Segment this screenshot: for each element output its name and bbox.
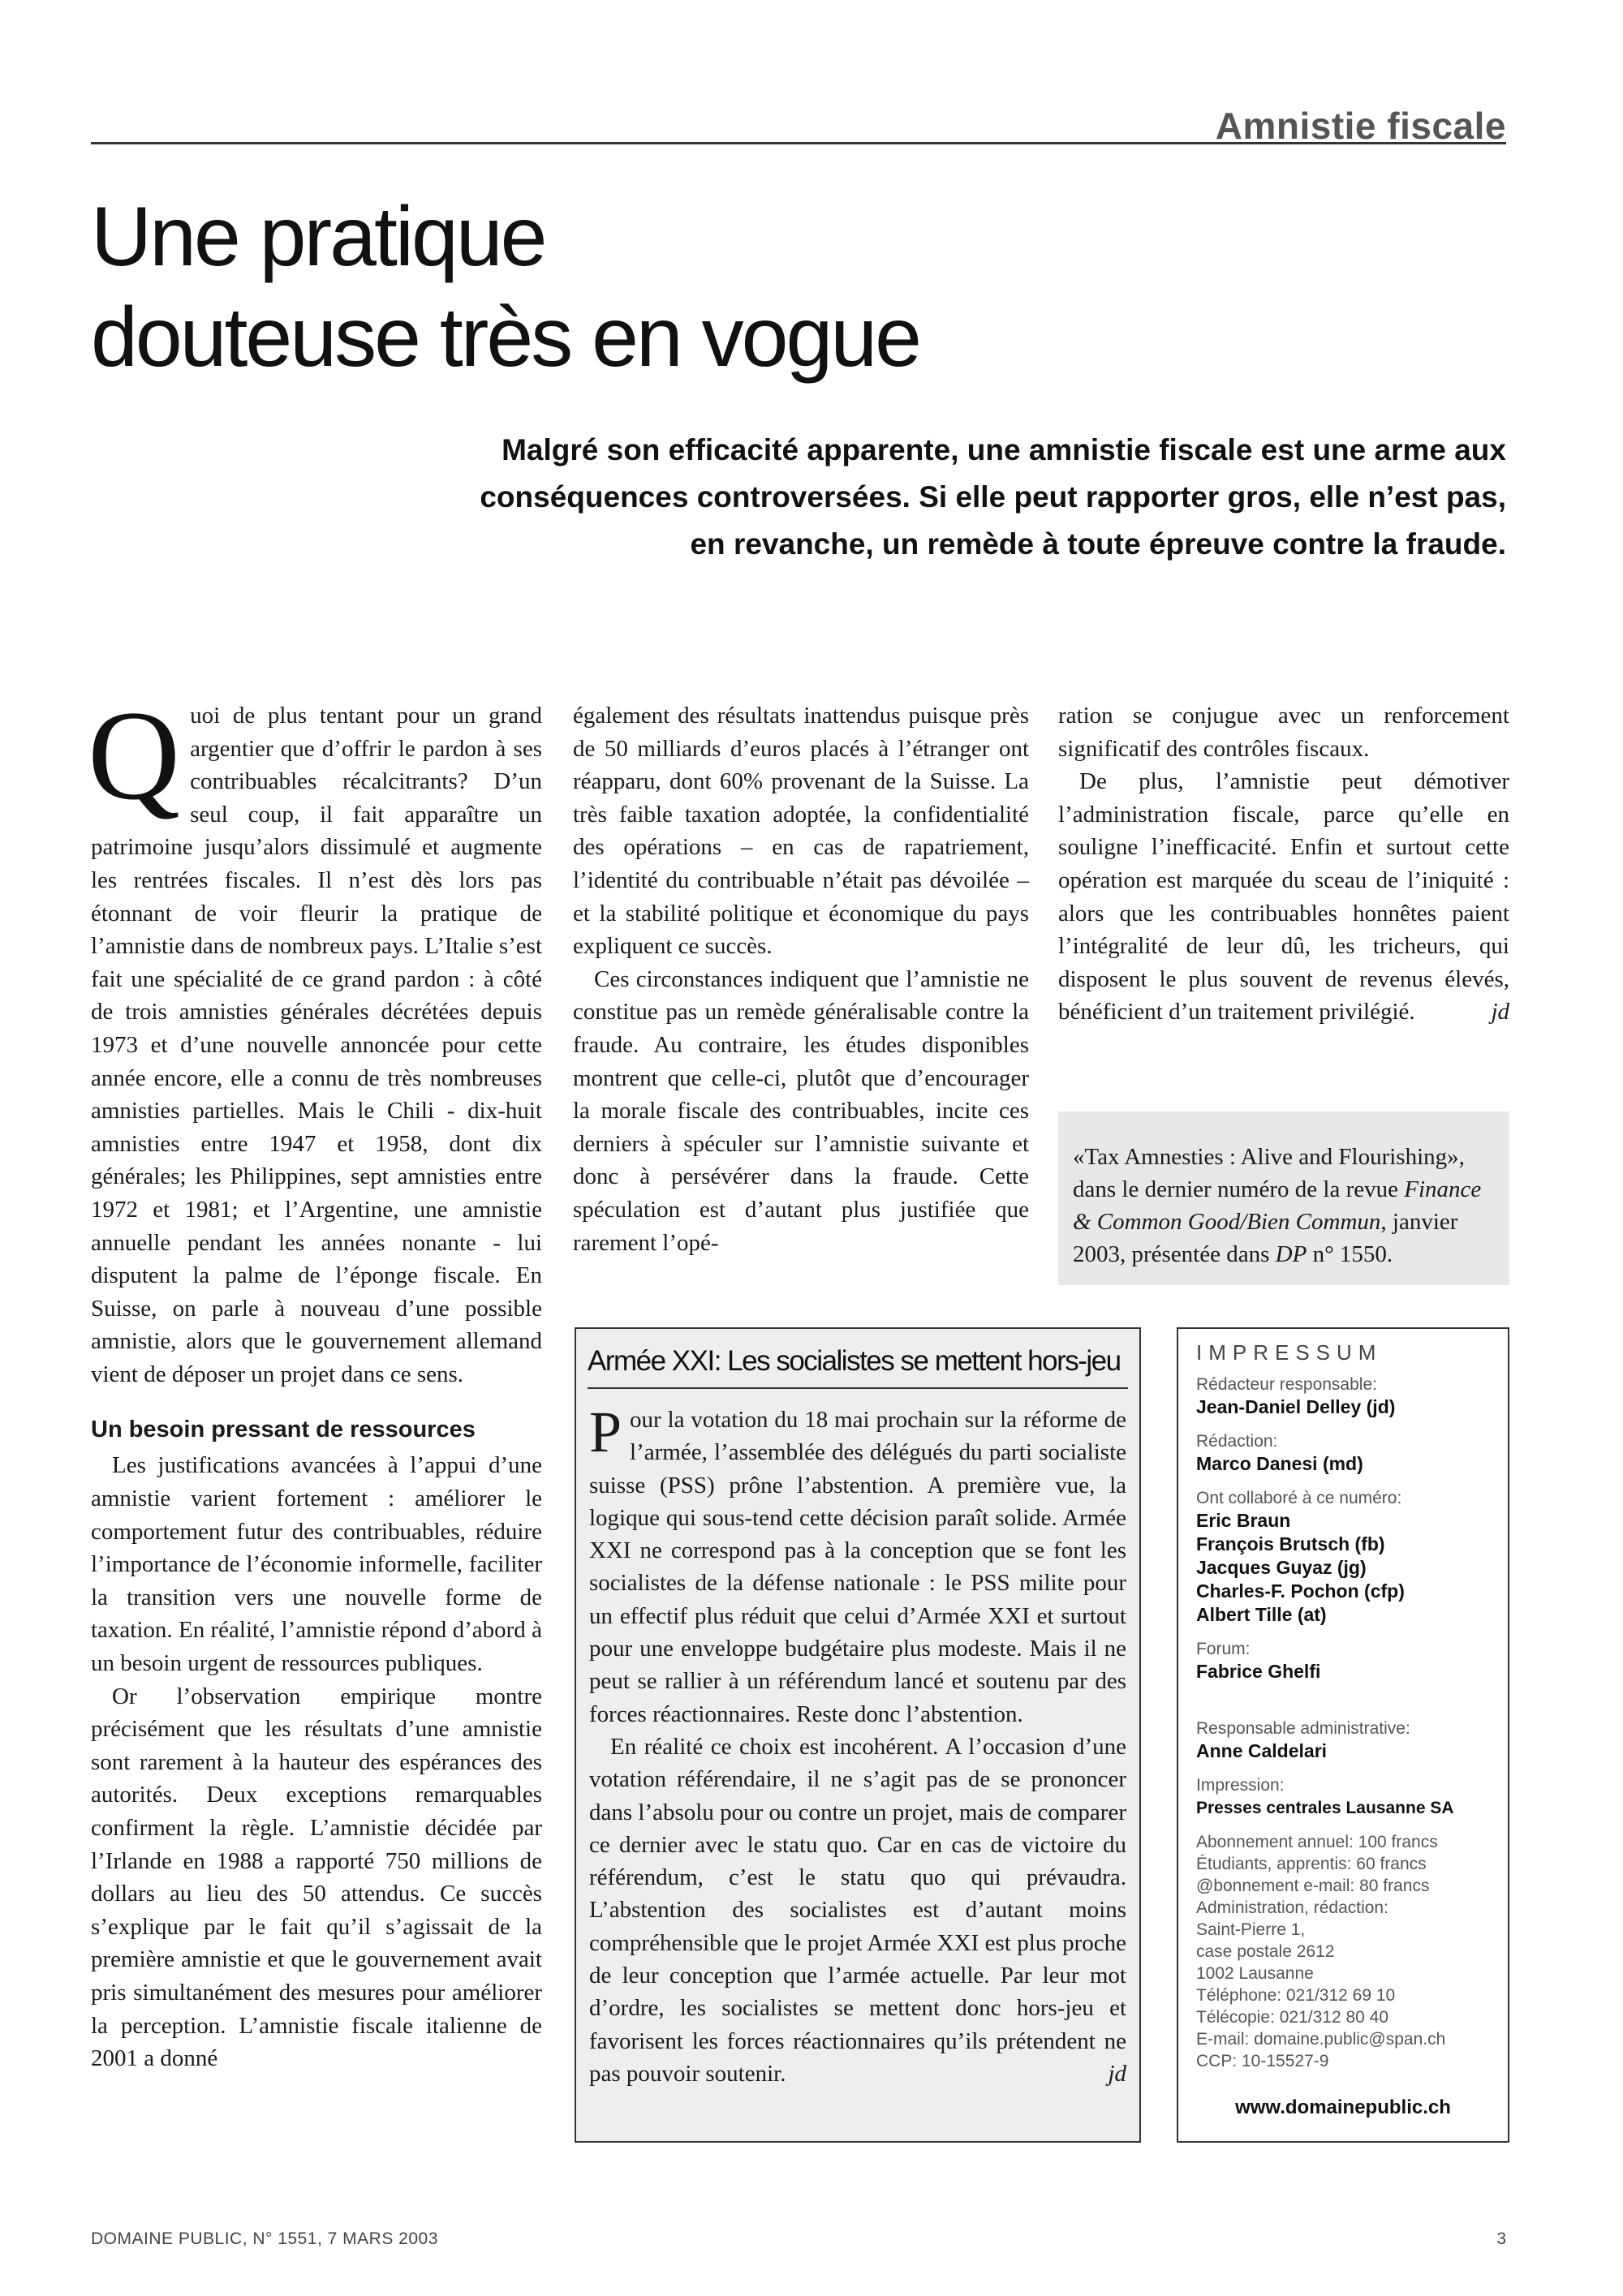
impressum-label: Rédacteur responsable: (1196, 1375, 1377, 1394)
header-rule (91, 142, 1506, 144)
impressum-info: Administration, rédaction: (1196, 1898, 1388, 1917)
impressum-info: 1002 Lausanne (1196, 1964, 1314, 1983)
note-publication: DP (1275, 1241, 1307, 1267)
box-title: Armée XXI: Les socialistes se mettent hors-jeu (588, 1345, 1121, 1377)
paragraph-text: En réalité ce choix est incohérent. A l’occasion d’une votation référendaire, il ne s’agit pas de se prononcer dans l’absolu pour ou contre un projet, mais de comparer ce dernier avec le statu quo. Car en cas de victoire du référendum, c’est le statu quo qui prévaudra. L’abstention des socialistes est d’autant moins compréhensible que le projet Armée XXI est plus proche de leur conception que l’armée actuelle. Par leur mot d’ordre, les socialistes se mettent donc hors-jeu et favorisent les forces réactionnaires qu’ils prétendent ne pas pouvoir soutenir. (589, 1733, 1126, 2087)
impressum-name: Albert Tille (at) (1196, 1604, 1327, 1625)
article-paragraph: Or l’observation empirique montre précisément que les résultats d’une amnistie sont rarement à la hauteur des espérances des autorités. Deux exceptions remarquables confirment la règle. L’amnistie décidée par l’Irlande en 1988 a rapporté 750 millions de dollars au lieu des 50 attendus. Ce succès s’explique par le fait qu’il s’agissait de la première amnistie et que le gouvernement avait pris simultanément des mesures pour améliorer la perception. L’amnistie fiscale italienne de 2001 a donné (91, 1683, 542, 2072)
note-text: n° 1550. (1307, 1241, 1393, 1267)
impressum-label: Impression: (1196, 1776, 1285, 1795)
box-paragraph (589, 1731, 1126, 2090)
title-line-2: douteuse très en vogue (91, 290, 920, 385)
impressum-name: Charles-F. Pochon (cfp) (1196, 1580, 1405, 1602)
author-signature: jd (1491, 999, 1509, 1025)
impressum-name: Jacques Guyaz (jg) (1196, 1557, 1367, 1578)
article-paragraph: ration se conjugue avec un renforcement significatif des contrôles fiscaux. (1058, 703, 1509, 762)
impressum-label: Forum: (1196, 1640, 1251, 1658)
box-title-rule (588, 1387, 1128, 1389)
impressum-name: Jean-Daniel Delley (jd) (1196, 1396, 1396, 1417)
impressum-box (1177, 1327, 1509, 2143)
impressum-name: Eric Braun (1196, 1510, 1291, 1531)
note-text: , janvier 2003, présentée dans (1073, 1209, 1458, 1267)
page-number: 3 (1496, 2229, 1506, 2248)
impressum-name: Anne Caldelari (1196, 1740, 1328, 1761)
impressum-heading: IMPRESSUM (1196, 1340, 1383, 1365)
note-text: «Tax Amnesties : Alive and Flourishing», dans le dernier numéro de la revue (1073, 1144, 1465, 1202)
paragraph-text: De plus, l’amnistie peut démotiver l’administration fiscale, parce qu’elle en souligne l’inefficacité. Enfin et surtout cette opération est marquée du sceau de l’iniquité : alors que les contribuables honnêtes paient l’intégralité de leur dû, les tricheurs, qui disposent le plus souvent de revenus élevés, bénéficient d’un traitement privilégié. (1058, 768, 1509, 1025)
box-paragraph (589, 1400, 1126, 1731)
footer-publication: DOMAINE PUBLIC, N° 1551, 7 MARS 2003 (91, 2229, 438, 2248)
title-line-1: Une pratique (91, 190, 545, 284)
impressum-name: Fabrice Ghelfi (1196, 1661, 1321, 1682)
impressum-info: Abonnement annuel: 100 francs (1196, 1833, 1438, 1851)
impressum-name: Presses centrales Lausanne SA (1196, 1799, 1454, 1817)
impressum-name: François Brutsch (fb) (1196, 1533, 1385, 1554)
article-paragraph: Les justifications avancées à l’appui d’une amnistie varient fortement : améliorer le comportement futur des contribuables, réduire l’importance de l’économie informelle, faciliter la transition vers une nouvelle forme de taxation. En réalité, l’amnistie répond d’abord à un besoin urgent de ressources publiques. (91, 1452, 542, 1677)
impressum-name: Marco Danesi (md) (1196, 1453, 1363, 1474)
article-paragraph: Ces circonstances indiquent que l’amnistie ne constitue pas un remède généralisable contre la fraude. Au contraire, les études disponibles montrent que celle-ci, plutôt que d’encourager la morale fiscale des contribuables, incite ces derniers à spéculer sur l’amnistie suivante et donc à persévérer dans la fraude. Cette spéculation est d’autant plus justifiée que rarement l’opé- (573, 965, 1029, 1256)
impressum-info: CCP: 10-15527-9 (1196, 2052, 1329, 2070)
paragraph-text: our la votation du 18 mai prochain sur la réforme de l’armée, l’assemblée des délégués du parti socialiste suisse (PSS) prône l’abstention. A première vue, la logique qui sous-tend cette décision paraît solide. Armée XXI ne correspond pas à la conception que se font les socialistes de la défense nationale : le PSS milite pour un effectif plus réduit que celui d’Armée XXI et surtout pour une enveloppe budgétaire plus modeste. Mais il ne peut se rallier à un référendum lancé et soutenu par des forces réactionnaires. Reste donc l’abstention. (589, 1407, 1126, 1727)
impressum-info: E-mail: domaine.public@span.ch (1196, 2030, 1446, 2049)
section-rubric: Amnistie fiscale (1215, 105, 1506, 147)
impressum-label: Ont collaboré à ce numéro: (1196, 1489, 1402, 1507)
paragraph-text: uoi de plus tentant pour un grand argentier que d’offrir le pardon à ses contribuables récalcitrants? D’un seul coup, il fait apparaître un patrimoine jusqu’alors dissimulé et augmente les rentrées fiscales. Il n’est dès lors pas étonnant de voir fleurir la pratique de l’amnistie dans de nombreux pays. L’Italie s’est fait une spécialité de ce grand pardon : à côté de trois amnisties générales décrétées depuis 1973 et d’une nouvelle annoncée pour cette année encore, elle a connu de très nombreuses amnisties partielles. Mais le Chili - dix-huit amnisties entre 1947 et 1958, dont dix générales; les Philippines, sept amnisties entre 1972 et 1981; et l’Argentine, une amnistie annuelle pendant les années nonante - lui disputent la palme de l’éponge fiscale. En Suisse, on parle à nouveau d’une possible amnistie, alors que le gouvernement allemand vient de déposer un projet dans ce sens. (91, 703, 542, 1387)
box-body (589, 1400, 1126, 2090)
impressum-info: Téléphone: 021/312 69 10 (1196, 1986, 1396, 2005)
sidebar-article-box (575, 1327, 1141, 2143)
note-journal: Finance & Common Good/Bien Commun (1073, 1176, 1482, 1235)
article-paragraph: également des résultats inattendus puisque près de 50 milliards d’euros placés à l’étranger ont réapparu, dont 60% provenant de la Suisse. La très faible taxation adoptée, la confidentialité des opérations – en cas de rapatriement, l’identité du contribuable n’était pas dévoilée – et la stabilité politique et économique du pays expliquent ce succès. (573, 703, 1029, 960)
website-link[interactable]: www.domainepublic.ch (1235, 2096, 1451, 2118)
drop-cap: P (589, 1400, 622, 1464)
impressum-info: @bonnement e-mail: 80 francs (1196, 1877, 1430, 1895)
reference-note (1058, 1111, 1509, 1285)
article-column-2 (573, 699, 1029, 1259)
article-column-1 (88, 685, 542, 2075)
page-title (91, 187, 1470, 388)
article-paragraph (1058, 765, 1509, 1029)
impressum-info: Étudiants, apprentis: 60 francs (1196, 1855, 1427, 1873)
article-paragraph (88, 685, 542, 1391)
impressum-info: case postale 2612 (1196, 1942, 1335, 1961)
impressum-label: Rédaction: (1196, 1432, 1278, 1451)
impressum-label: Responsable administrative: (1196, 1719, 1410, 1738)
author-signature: jd (1108, 2060, 1126, 2087)
impressum-info: Télécopie: 021/312 80 40 (1196, 2008, 1389, 2027)
article-lead: Malgré son efficacité apparente, une amnistie fiscale est une arme aux conséquences controversées. Si elle peut rapporter gros, elle n’est pas, en revanche, un remède à toute épreuve contre la fraude. (480, 433, 1506, 561)
article-subhead: Un besoin pressant de ressources (91, 1417, 476, 1443)
drop-cap: Q (88, 685, 181, 827)
impressum-info: Saint-Pierre 1, (1196, 1920, 1306, 1939)
article-column-3 (1058, 699, 1509, 1029)
